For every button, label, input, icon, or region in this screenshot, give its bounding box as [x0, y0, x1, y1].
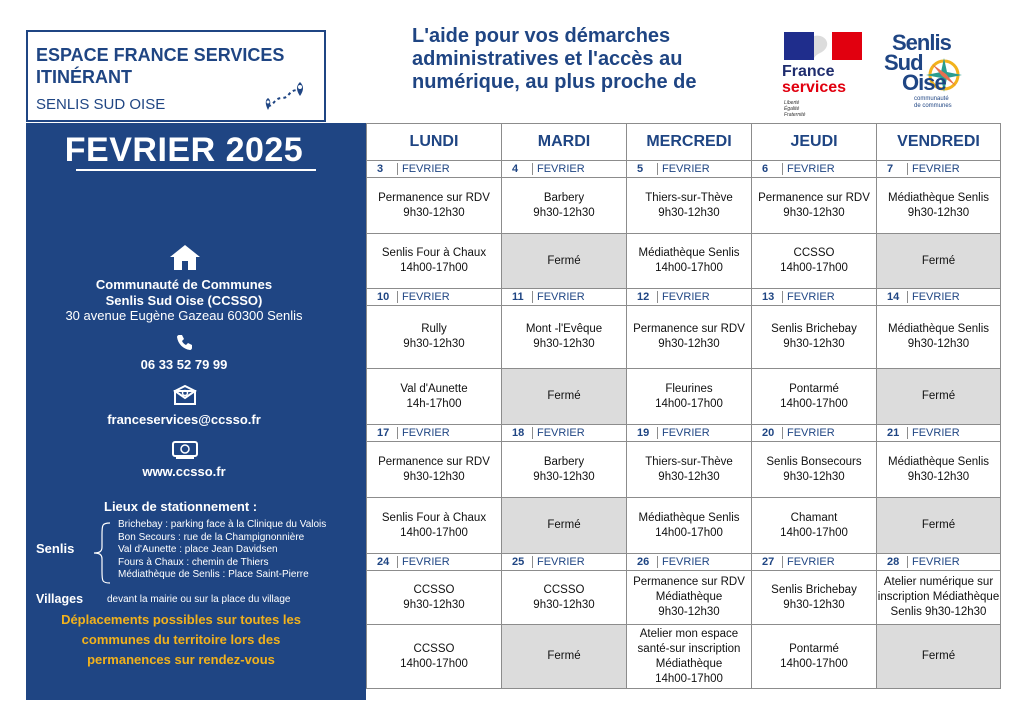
date-cell	[367, 554, 502, 571]
morning-slot: Permanence sur RDV 9h30-12h30	[367, 442, 502, 498]
morning-slot: Mont -l'Evêque 9h30-12h30	[502, 306, 627, 369]
date-number: 5	[627, 163, 658, 175]
afternoon-slot-closed: Fermé	[502, 234, 627, 289]
date-month: FEVRIER	[787, 291, 835, 303]
afternoon-slot: Pontarmé 14h00-17h00	[752, 369, 877, 425]
date-cell	[752, 289, 877, 306]
date-cell	[367, 289, 502, 306]
morning-row	[367, 571, 1001, 625]
day-header: VENDREDI	[877, 124, 1001, 161]
afternoon-slot: Chamant 14h00-17h00	[752, 498, 877, 554]
morning-slot: Barbery 9h30-12h30	[502, 442, 627, 498]
date-number: 26	[627, 556, 658, 568]
date-month: FEVRIER	[662, 163, 710, 175]
parking-item: Fours à Chaux : chemin de Thiers	[118, 556, 269, 568]
tagline: L'aide pour vos démarches administratives et l'accès au numérique, au plus proche de	[412, 25, 697, 93]
morning-row	[367, 306, 1001, 369]
date-month: FEVRIER	[402, 427, 450, 439]
date-number: 28	[877, 556, 908, 568]
ssso-word-oise: Oise	[902, 70, 946, 95]
calendar-header-row	[367, 124, 1001, 161]
afternoon-slot: Atelier mon espace santé-sur inscription Médiathèque 14h00-17h00	[627, 625, 752, 689]
afternoon-slot-closed: Fermé	[877, 625, 1001, 689]
month-underline	[76, 169, 316, 171]
morning-slot: CCSSO 9h30-12h30	[367, 571, 502, 625]
date-number: 12	[627, 291, 658, 303]
afternoon-slot-closed: Fermé	[877, 369, 1001, 425]
deplacements-note: Déplacements possibles sur toutes les communes du territoire lors des permanences sur rendez-vous	[61, 612, 301, 667]
date-cell	[627, 289, 752, 306]
date-number: 27	[752, 556, 783, 568]
date-cell	[877, 425, 1001, 442]
morning-slot: Rully 9h30-12h30	[367, 306, 502, 369]
morning-slot: CCSSO 9h30-12h30	[502, 571, 627, 625]
header-box	[26, 30, 326, 122]
bracket-icon	[82, 521, 112, 585]
date-month: FEVRIER	[787, 556, 835, 568]
afternoon-slot-closed: Fermé	[502, 498, 627, 554]
afternoon-slot: Val d'Aunette 14h-17h00	[367, 369, 502, 425]
france-services-name: France services	[782, 63, 847, 96]
afternoon-slot: Fleurines 14h00-17h00	[627, 369, 752, 425]
date-month: FEVRIER	[912, 556, 960, 568]
date-number: 14	[877, 291, 908, 303]
morning-slot: Thiers-sur-Thève 9h30-12h30	[627, 178, 752, 234]
date-month: FEVRIER	[662, 556, 710, 568]
morning-slot: Médiathèque Senlis 9h30-12h30	[877, 442, 1001, 498]
date-number: 6	[752, 163, 783, 175]
address: 30 avenue Eugène Gazeau 60300 Senlis	[65, 308, 303, 323]
date-cell	[627, 161, 752, 178]
afternoon-slot: CCSSO 14h00-17h00	[367, 625, 502, 689]
morning-slot: Médiathèque Senlis 9h30-12h30	[877, 178, 1001, 234]
website[interactable]: www.ccsso.fr	[142, 464, 226, 479]
date-number: 10	[367, 291, 398, 303]
date-cell	[502, 425, 627, 442]
parking-item: Brichebay : parking face à la Clinique du Valois	[118, 519, 327, 530]
date-cell	[877, 554, 1001, 571]
france-services-logo	[780, 30, 864, 120]
date-row	[367, 289, 1001, 306]
morning-slot: Senlis Brichebay 9h30-12h30	[752, 306, 877, 369]
date-cell	[502, 554, 627, 571]
villages-label: Villages	[36, 592, 84, 606]
day-header: MERCREDI	[627, 124, 752, 161]
date-month: FEVRIER	[537, 163, 585, 175]
villages-note: devant la mairie ou sur la place du village	[107, 594, 291, 605]
afternoon-slot: Pontarmé 14h00-17h00	[752, 625, 877, 689]
afternoon-row	[367, 625, 1001, 689]
date-cell	[367, 425, 502, 442]
date-month: FEVRIER	[912, 163, 960, 175]
phone-icon	[176, 333, 194, 351]
afternoon-slot: CCSSO 14h00-17h00	[752, 234, 877, 289]
afternoon-slot-closed: Fermé	[502, 625, 627, 689]
date-month: FEVRIER	[662, 291, 710, 303]
senlis-sud-oise-logo	[878, 30, 974, 114]
org-line1: Communauté de Communes	[95, 277, 273, 292]
afternoon-row	[367, 369, 1001, 425]
date-cell	[627, 554, 752, 571]
date-month: FEVRIER	[402, 556, 450, 568]
date-row	[367, 554, 1001, 571]
date-row	[367, 425, 1001, 442]
date-number: 25	[502, 556, 533, 568]
date-cell	[877, 289, 1001, 306]
date-month: FEVRIER	[537, 427, 585, 439]
day-header: JEUDI	[752, 124, 877, 161]
mail-icon	[173, 385, 197, 405]
date-number: 7	[877, 163, 908, 175]
afternoon-slot: Médiathèque Senlis 14h00-17h00	[627, 498, 752, 554]
date-cell	[877, 161, 1001, 178]
header-subtitle: SENLIS SUD OISE	[36, 96, 166, 113]
morning-slot: Permanence sur RDV 9h30-12h30	[367, 178, 502, 234]
date-month: FEVRIER	[787, 427, 835, 439]
sidebar	[26, 123, 366, 700]
date-cell	[752, 425, 877, 442]
date-month: FEVRIER	[787, 163, 835, 175]
month-title: FEVRIER 2025	[64, 131, 304, 169]
phone-number[interactable]: 06 33 52 79 99	[140, 357, 228, 372]
date-number: 24	[367, 556, 398, 568]
map-route-icon	[264, 80, 310, 112]
morning-row	[367, 442, 1001, 498]
date-cell	[752, 161, 877, 178]
date-number: 19	[627, 427, 658, 439]
org-line2: Senlis Sud Oise (CCSSO)	[105, 293, 263, 308]
day-header: MARDI	[502, 124, 627, 161]
ssso-caption: communauté de communes	[914, 96, 952, 109]
date-cell	[502, 289, 627, 306]
date-number: 3	[367, 163, 398, 175]
morning-slot: Permanence sur RDV 9h30-12h30	[627, 306, 752, 369]
date-month: FEVRIER	[662, 427, 710, 439]
date-month: FEVRIER	[537, 556, 585, 568]
date-cell	[627, 425, 752, 442]
date-month: FEVRIER	[537, 291, 585, 303]
morning-slot: Senlis Brichebay 9h30-12h30	[752, 571, 877, 625]
senlis-label: Senlis	[36, 541, 75, 556]
header-title: ESPACE FRANCE SERVICES ITINÉRANT	[36, 45, 285, 87]
afternoon-slot: Senlis Four à Chaux 14h00-17h00	[367, 498, 502, 554]
ssso-word-sud: Sud	[884, 50, 923, 75]
date-cell	[367, 161, 502, 178]
email[interactable]: franceservices@ccsso.fr	[107, 412, 261, 427]
morning-row	[367, 178, 1001, 234]
day-header: LUNDI	[367, 124, 502, 161]
date-row	[367, 161, 1001, 178]
date-cell	[502, 161, 627, 178]
date-month: FEVRIER	[912, 427, 960, 439]
afternoon-slot-closed: Fermé	[877, 234, 1001, 289]
date-number: 18	[502, 427, 533, 439]
parking-item: Médiathèque de Senlis : Place Saint-Pierre	[118, 569, 309, 580]
date-number: 20	[752, 427, 783, 439]
afternoon-row	[367, 498, 1001, 554]
date-number: 11	[502, 291, 533, 303]
date-number: 21	[877, 427, 908, 439]
date-number: 4	[502, 163, 533, 175]
ssso-word-senlis: Senlis	[892, 30, 951, 55]
parking-list	[118, 519, 326, 582]
home-icon	[168, 243, 202, 271]
afternoon-slot-closed: Fermé	[877, 498, 1001, 554]
afternoon-row	[367, 234, 1001, 289]
date-month: FEVRIER	[402, 291, 450, 303]
afternoon-slot: Médiathèque Senlis 14h00-17h00	[627, 234, 752, 289]
morning-slot: Senlis Bonsecours 9h30-12h30	[752, 442, 877, 498]
date-cell	[752, 554, 877, 571]
date-number: 13	[752, 291, 783, 303]
morning-slot: Permanence sur RDV Médiathèque 9h30-12h30	[627, 571, 752, 625]
afternoon-slot: Senlis Four à Chaux 14h00-17h00	[367, 234, 502, 289]
parking-item: Val d'Aunette : place Jean Davidsen	[118, 544, 278, 555]
calendar-table	[366, 123, 1001, 689]
date-number: 17	[367, 427, 398, 439]
web-icon	[172, 441, 198, 459]
france-services-motto: Liberté Égalité Fraternité	[784, 100, 806, 118]
morning-slot: Permanence sur RDV 9h30-12h30	[752, 178, 877, 234]
parking-item: Bon Secours : rue de la Champignonnière	[118, 531, 305, 543]
morning-slot: Atelier numérique sur inscription Médiathèque Senlis 9h30-12h30	[877, 571, 1001, 625]
date-month: FEVRIER	[912, 291, 960, 303]
afternoon-slot-closed: Fermé	[502, 369, 627, 425]
date-month: FEVRIER	[402, 163, 450, 175]
morning-slot: Thiers-sur-Thève 9h30-12h30	[627, 442, 752, 498]
marianne-flag-icon	[784, 32, 862, 60]
morning-slot: Médiathèque Senlis 9h30-12h30	[877, 306, 1001, 369]
parking-title: Lieux de stationnement :	[104, 499, 258, 514]
morning-slot: Barbery 9h30-12h30	[502, 178, 627, 234]
